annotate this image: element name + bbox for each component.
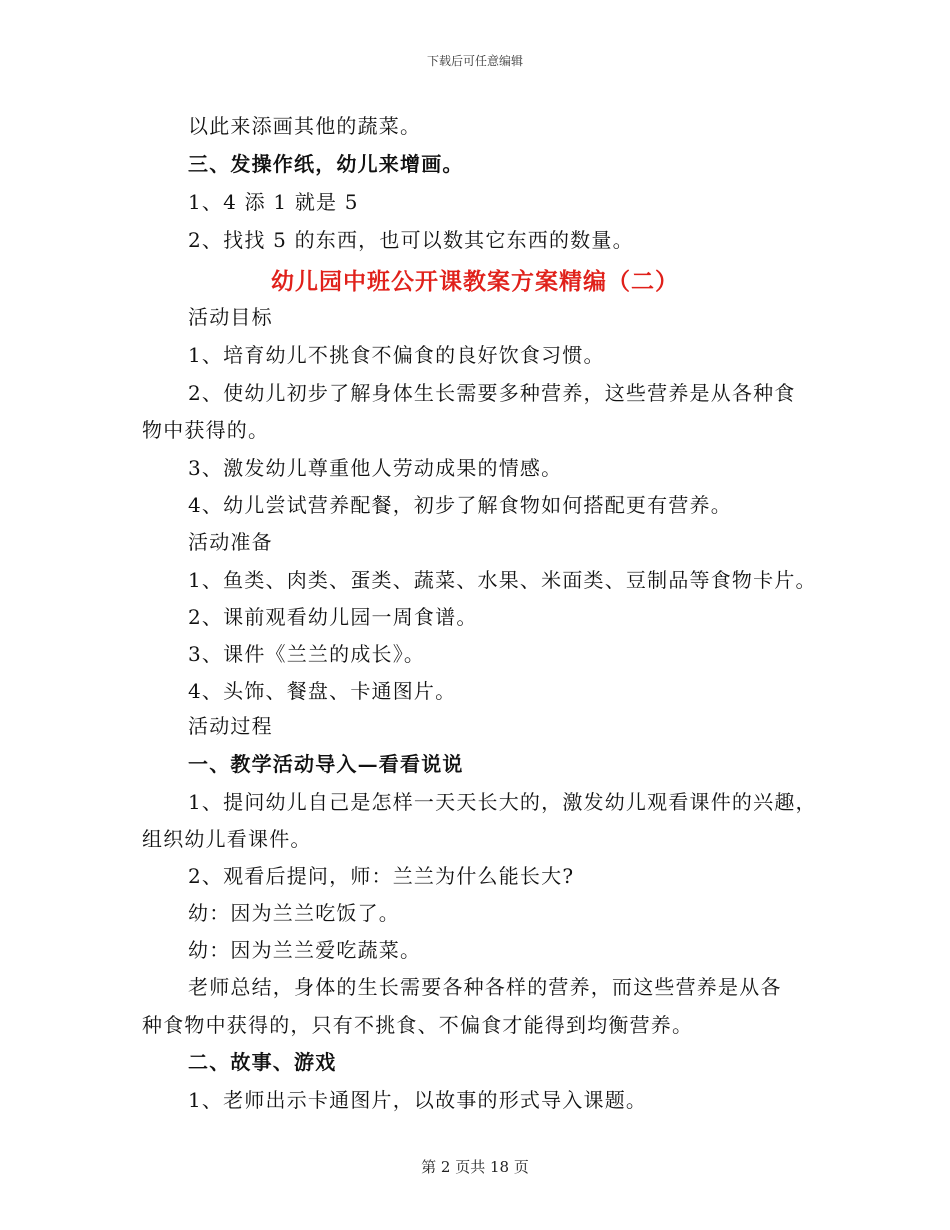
section-heading: 二、故事、游戏	[188, 1050, 337, 1074]
list-item: 1、提问幼儿自己是怎样一天天长大的，激发幼儿观看课件的兴趣，	[188, 790, 817, 814]
list-item-continuation: 物中获得的。	[142, 418, 270, 442]
page-footer: 第 2 页共 18 页	[421, 1158, 529, 1176]
paragraph-line: 以此来添画其他的蔬菜。	[188, 114, 422, 138]
paragraph-line: 幼：因为兰兰爱吃蔬菜。	[188, 938, 422, 962]
section-label: 活动准备	[188, 530, 273, 554]
list-item: 2、找找 5 的东西，也可以数其它东西的数量。	[188, 228, 634, 252]
list-item: 4、头饰、餐盘、卡通图片。	[188, 679, 457, 703]
section-heading: 三、发操作纸，幼儿来增画。	[188, 152, 464, 176]
paragraph-continuation: 种食物中获得的，只有不挑食、不偏食才能得到均衡营养。	[142, 1013, 694, 1037]
list-item: 1、鱼类、肉类、蛋类、蔬菜、水果、米面类、豆制品等食物卡片。	[188, 568, 817, 592]
list-item: 2、课前观看幼儿园一周食谱。	[188, 605, 478, 629]
paragraph-line: 幼：因为兰兰吃饭了。	[188, 901, 400, 925]
list-item: 3、激发幼儿尊重他人劳动成果的情感。	[188, 456, 563, 480]
page-header: 下载后可任意编辑	[426, 54, 523, 68]
list-item: 1、老师出示卡通图片，以故事的形式导入课题。	[188, 1088, 648, 1112]
list-item: 4、幼儿尝试营养配餐，初步了解食物如何搭配更有营养。	[188, 493, 732, 517]
list-item: 1、培育幼儿不挑食不偏食的良好饮食习惯。	[188, 343, 605, 367]
section-label: 活动目标	[188, 305, 273, 329]
document-title: 幼儿园中班公开课教案方案精编（二）	[271, 268, 679, 295]
paragraph-line: 老师总结，身体的生长需要各种各样的营养，而这些营养是从各	[188, 975, 782, 999]
list-item: 3、课件《兰兰的成长》。	[188, 642, 426, 666]
list-item: 2、使幼儿初步了解身体生长需要多种营养，这些营养是从各种食	[188, 381, 796, 405]
section-heading: 一、教学活动导入—看看说说	[188, 752, 464, 776]
list-item-continuation: 组织幼儿看课件。	[142, 827, 312, 851]
list-item: 2、观看后提问，师：兰兰为什么能长大?	[188, 864, 575, 888]
list-item: 1、4 添 1 就是 5	[188, 190, 359, 214]
section-label: 活动过程	[188, 714, 273, 738]
